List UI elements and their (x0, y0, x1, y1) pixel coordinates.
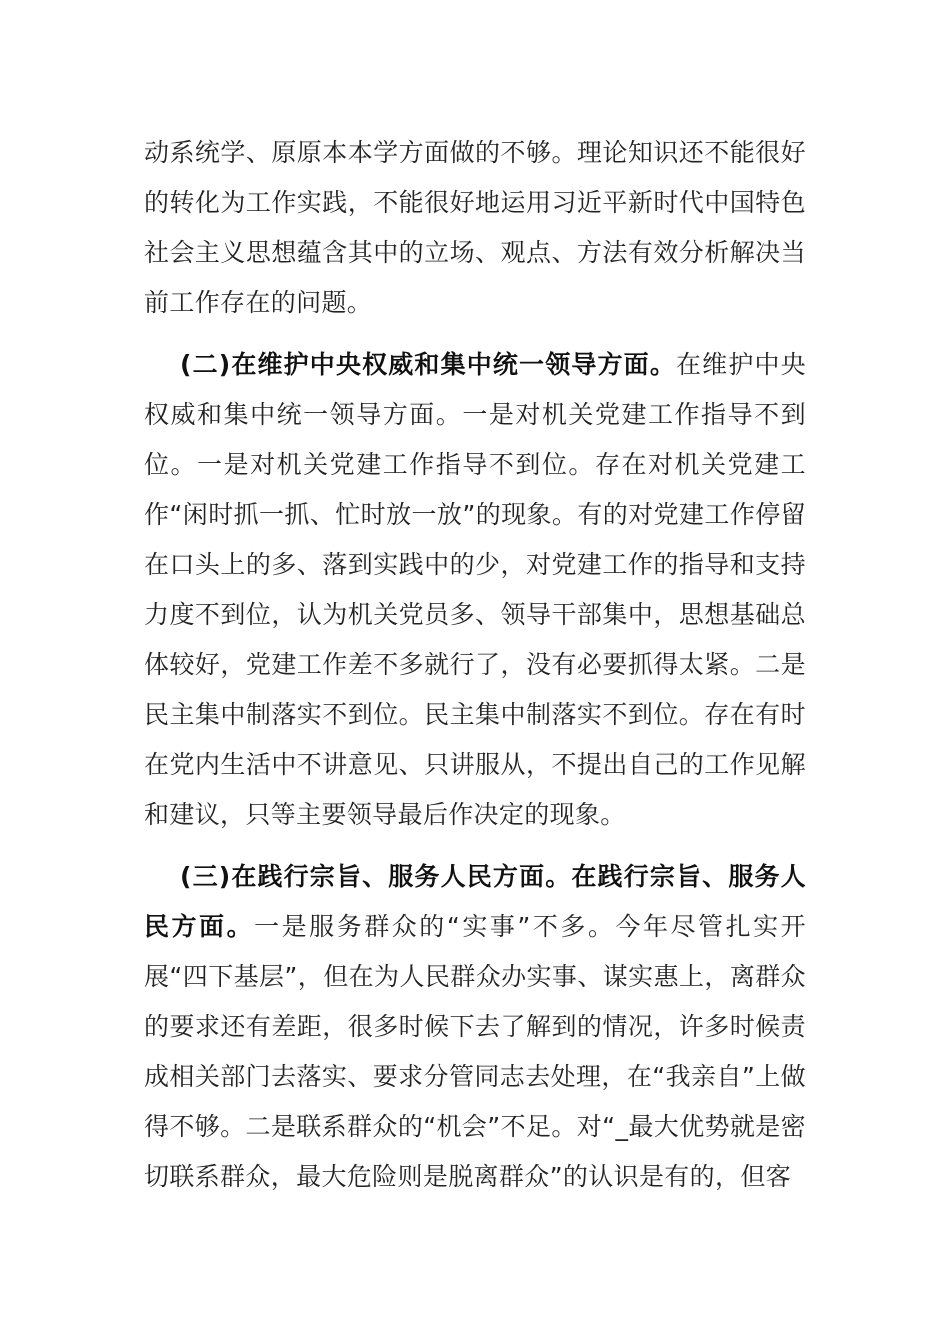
paragraph-text: 一是服务群众的“实事”不多。今年尽管扎实开展“四下基层”，但在为人民群众办实事、谋实惠上，离群众的要求还有差距，很多时候下去了解到的情况，许多时候责成相关部门去落实、要求分管同志去处理，在“我亲自”上做得不够。二是联系群众的“机会”不足。对“_最大优势就是密切联系群众，最大危险则是脱离群众”的认识是有的，但客 (144, 912, 806, 1191)
paragraph-continuation (144, 128, 806, 328)
section-heading: (二)在维护中央权威和集中统一领导方面。 (180, 350, 676, 379)
paragraph-section-two (144, 340, 806, 840)
paragraph-text: 在维护中央权威和集中统一领导方面。一是对机关党建工作指导不到位。一是对机关党建工作指导不到位。存在对机关党建工作“闲时抓一抓、忙时放一放”的现象。有的对党建工作停留在口头上的多、落到实践中的少，对党建工作的指导和支持力度不到位，认为机关党员多、领导干部集中，思想基础总体较好，党建工作差不多就行了，没有必要抓得太紧。二是民主集中制落实不到位。民主集中制落实不到位。存在有时在党内生活中不讲意见、只讲服从，不提出自己的工作见解和建议，只等主要领导最后作决定的现象。 (144, 350, 806, 829)
section-heading: (三)在践行宗旨、服务人民方面。在践行宗旨、服务人民方面。 (144, 862, 806, 941)
document-body (144, 128, 806, 1202)
paragraph-text: 动系统学、原原本本学方面做的不够。理论知识还不能很好的转化为工作实践，不能很好地运用习近平新时代中国特色社会主义思想蕴含其中的立场、观点、方法有效分析解决当前工作存在的问题。 (144, 138, 806, 317)
paragraph-section-three (144, 852, 806, 1202)
